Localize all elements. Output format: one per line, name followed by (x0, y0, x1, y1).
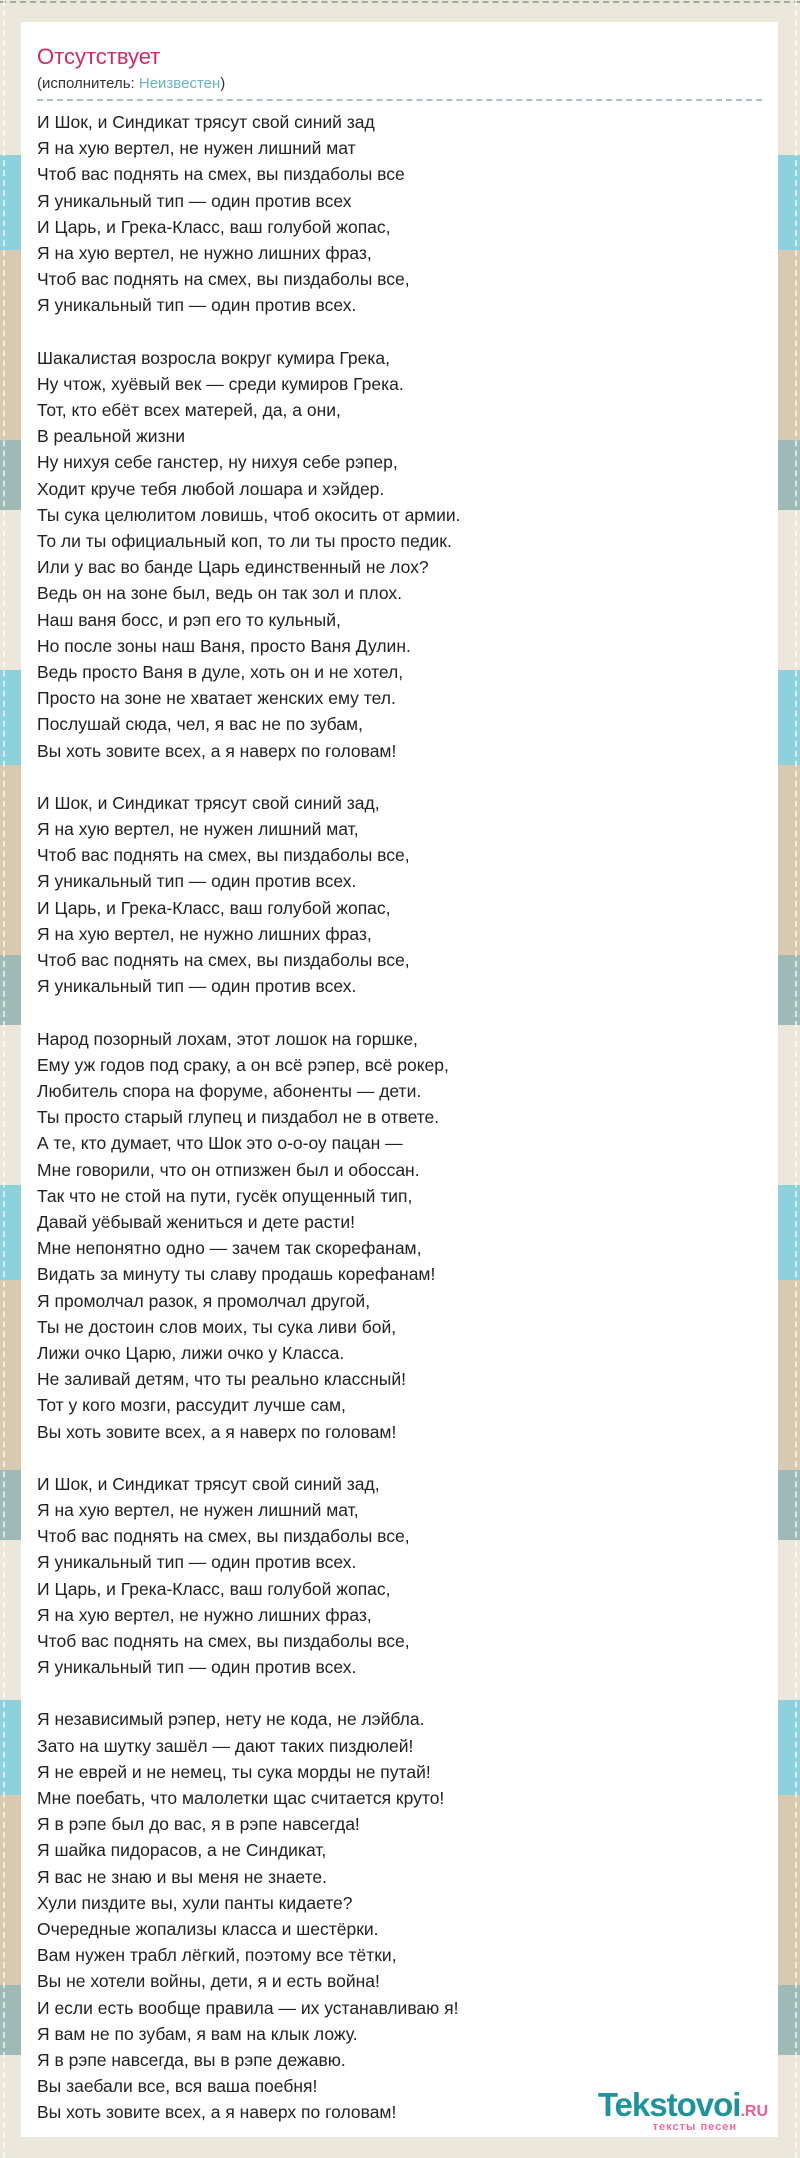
lyric-line: Мне непонятно одно — зачем так скорефанам, (37, 1238, 422, 1259)
lyric-line: Вы хоть зовите всех, а я наверх по головам! (37, 740, 397, 761)
lyric-line: Или у вас во банде Царь единственный не лох? (37, 557, 429, 578)
logo-tagline: тексты песен (652, 2121, 737, 2133)
lyric-line: В реальной жизни (37, 426, 186, 447)
artist-line (37, 74, 762, 101)
lyric-line: Мне поебать, что малолетки щас считается круто! (37, 1787, 445, 1808)
lyric-line: Лижи очко Царю, лижи очко у Класса. (37, 1342, 345, 1363)
lyric-line: Я уникальный тип — один против всех (37, 190, 352, 211)
lyric-line: И Шок, и Синдикат трясут свой синий зад, (37, 1473, 380, 1494)
stanza (37, 1026, 762, 1445)
lyric-line: Я независимый рэпер, нету не кода, не лэйбла. (37, 1709, 425, 1730)
logo-brand-text: Tekstovoi (597, 2086, 741, 2123)
lyric-line: Давай уёбывай жениться и дете расти! (37, 1211, 355, 1232)
lyric-line: Я уникальный тип — один против всех. (37, 1552, 357, 1573)
lyrics-card (21, 22, 778, 2137)
lyric-line: Чтоб вас поднять на смех, вы пиздаболы все, (37, 1526, 410, 1547)
page-title: Отсутствует (37, 44, 161, 69)
lyric-line: Просто на зоне не хватает женских ему тел. (37, 688, 396, 709)
lyric-line: Я шайка пидорасов, а не Синдикат, (37, 1840, 327, 1861)
lyric-line: Я на хую вертел, не нужен лишний мат (37, 138, 356, 159)
stanza (37, 790, 762, 1000)
lyric-line: И Царь, и Грека-Класс, ваш голубой жопас, (37, 1578, 391, 1599)
lyric-line: Ну нихуя себе ганстер, ну нихуя себе рэпер, (37, 452, 398, 473)
lyric-line: Вы хоть зовите всех, а я наверх по головам! (37, 1421, 397, 1442)
lyric-line: Так что не стой на пути, гусёк опущенный тип, (37, 1185, 413, 1206)
artist-link[interactable]: Неизвестен (138, 75, 221, 92)
lyric-line: Я промолчал разок, я промолчал другой, (37, 1290, 371, 1311)
lyric-line: Ну чтож, хуёвый век — среди кумиров Грека. (37, 373, 404, 394)
lyrics-text (37, 109, 762, 2126)
lyric-line: Я на хую вертел, не нужно лишних фраз, (37, 1604, 372, 1625)
lyric-line: И Шок, и Синдикат трясут свой синий зад (37, 112, 375, 132)
stanza (37, 109, 762, 319)
lyric-line: Любитель спора на форуме, абоненты — дети. (37, 1080, 422, 1101)
stitched-left-border (3, 0, 5, 2158)
lyric-line: Ты просто старый глупец и пиздабол не в ответе. (37, 1107, 440, 1128)
lyric-line: Ведь просто Ваня в дуле, хоть он и не хотел, (37, 662, 404, 683)
stitched-top-border (0, 1, 800, 3)
lyric-line: Чтоб вас поднять на смех, вы пиздаболы все, (37, 1630, 410, 1651)
lyric-line: Послушай сюда, чел, я вас не по зубам, (37, 714, 363, 735)
lyric-line: Чтоб вас поднять на смех, вы пиздаболы все, (37, 845, 410, 866)
lyric-line: Тот, кто ебёт всех матерей, да, а они, (37, 400, 341, 421)
lyric-line: Вы хоть зовите всех, а я наверх по головам! (37, 2102, 397, 2123)
lyric-line: Я не еврей и не немец, ты сука морды не путай! (37, 1761, 431, 1782)
lyric-line: Зато на шутку зашёл — дают таких пиздюлей! (37, 1735, 414, 1756)
lyric-line: Не заливай детям, что ты реально классный! (37, 1369, 407, 1390)
artist-suffix: ) (220, 75, 226, 92)
lyric-line: Я на хую вертел, не нужен лишний мат, (37, 1499, 359, 1520)
stanza (37, 345, 762, 764)
lyric-line: И Царь, и Грека-Класс, ваш голубой жопас, (37, 216, 391, 237)
lyric-line: И Царь, и Грека-Класс, ваш голубой жопас, (37, 897, 391, 918)
lyric-line: Ему уж годов под сраку, а он всё рэпер, всё рокер, (37, 1054, 449, 1075)
lyric-line: Мне говорили, что он отпизжен был и обоссан. (37, 1159, 420, 1180)
lyric-line: И Шок, и Синдикат трясут свой синий зад, (37, 792, 380, 813)
lyric-line: Я уникальный тип — один против всех. (37, 1657, 357, 1678)
lyric-line: Ты не достоин слов моих, ты сука ливи бой, (37, 1316, 397, 1337)
lyric-line: И если есть вообще правила — их устанавливаю я! (37, 1997, 459, 2018)
lyric-line: Вы не хотели войны, дети, я и есть война! (37, 1971, 380, 1992)
logo-tld-text: .RU (740, 2103, 768, 2120)
lyric-line: Хули пиздите вы, хули панты кидаете? (37, 1892, 353, 1913)
lyric-line: Но после зоны наш Ваня, просто Ваня Дулин. (37, 635, 411, 656)
artist-prefix: (исполнитель: (37, 75, 139, 92)
lyric-line: Очередные жопализы класса и шестёрки. (37, 1919, 379, 1939)
lyric-line: Чтоб вас поднять на смех, вы пиздаболы все, (37, 269, 410, 290)
lyric-line: Я в рэпе навсегда, вы в рэпе дежавю. (37, 2050, 346, 2071)
lyric-line: Ведь он на зоне был, ведь он так зол и плох. (37, 583, 402, 604)
lyric-line: Я на хую вертел, не нужно лишних фраз, (37, 243, 372, 264)
stanza (37, 1471, 762, 1681)
lyric-line: Наш ваня босс, и рэп его то кульный, (37, 609, 341, 630)
stitched-right-border (795, 0, 797, 2158)
lyric-line: Я уникальный тип — один против всех. (37, 871, 357, 892)
lyric-line: Я вас не знаю и вы меня не знаете. (37, 1866, 327, 1887)
lyric-line: Я уникальный тип — один против всех. (37, 295, 357, 316)
lyric-line: Вам нужен трабл лёгкий, поэтому все тётки, (37, 1945, 397, 1966)
lyric-line: А те, кто думает, что Шок это о-о-оу пацан — (37, 1133, 403, 1154)
lyric-line: Я на хую вертел, не нужен лишний мат, (37, 819, 359, 840)
lyric-line: Видать за минуту ты славу продашь корефанам! (37, 1264, 436, 1285)
lyric-line: Ты сука целюлитом ловишь, чтоб окосить от армии. (37, 504, 461, 525)
lyric-line: Чтоб вас поднять на смех, вы пиздаболы все (37, 164, 405, 185)
logo-wordmark (598, 2088, 768, 2121)
lyric-line: Я вам не по зубам, я вам на клык ложу. (37, 2023, 358, 2044)
lyric-line: Вы заебали все, вся ваша поебня! (37, 2076, 318, 2097)
lyric-line: Я на хую вертел, не нужно лишних фраз, (37, 923, 372, 944)
lyric-line: Я в рэпе был до вас, я в рэпе навсегда! (37, 1814, 360, 1835)
lyric-line: Я уникальный тип — один против всех. (37, 976, 357, 997)
tekstovoi-logo[interactable] (598, 2088, 768, 2133)
lyric-line: Тот у кого мозги, рассудит лучше сам, (37, 1395, 346, 1416)
lyric-line: Чтоб вас поднять на смех, вы пиздаболы все, (37, 950, 410, 971)
lyric-line: Ходит круче тебя любой лошара и хэйдер. (37, 478, 385, 499)
lyric-line: То ли ты официальный коп, то ли ты просто педик. (37, 531, 452, 552)
stanza (37, 1706, 762, 2125)
lyric-line: Шакалистая возросла вокруг кумира Грека, (37, 347, 391, 368)
lyric-line: Народ позорный лохам, этот лошок на горшке, (37, 1028, 418, 1049)
